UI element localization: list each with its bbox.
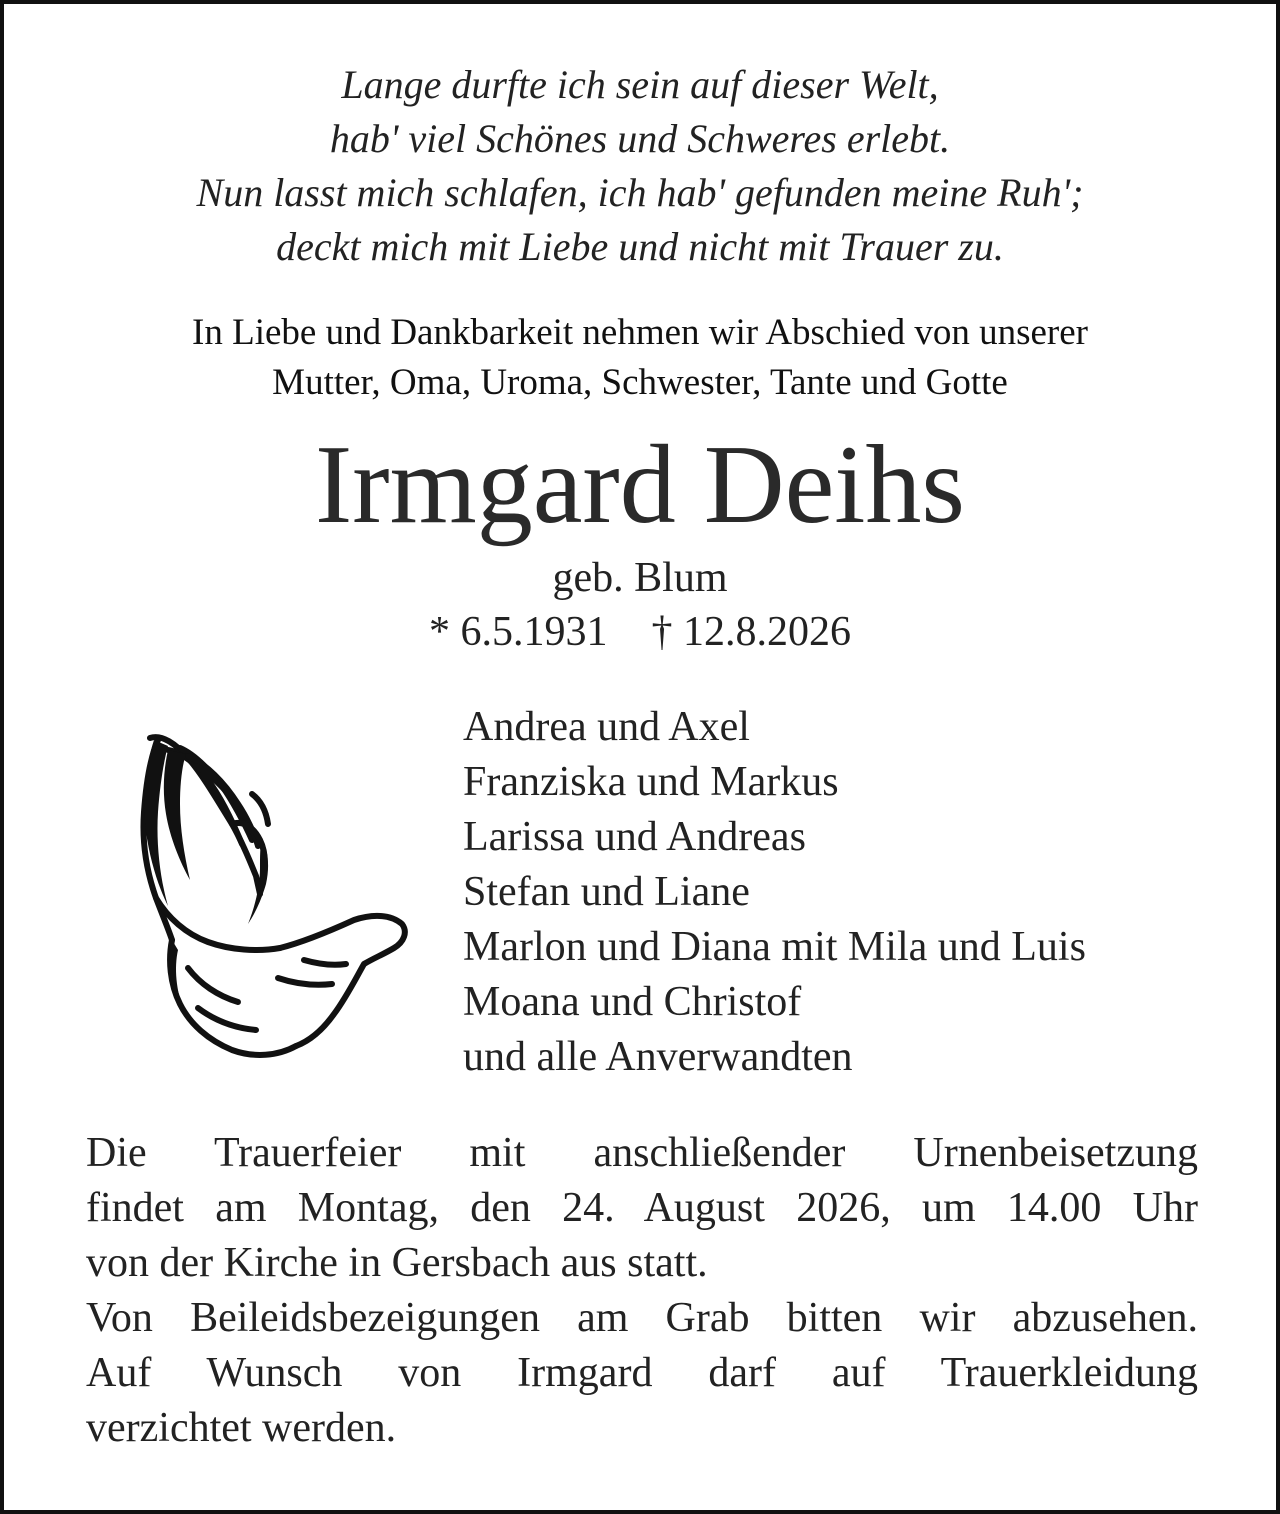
notice-line: Von Beileidsbezeigungen am Grab bitten wir abzusehen. — [86, 1295, 1198, 1341]
death-date: † 12.8.2026 — [651, 609, 851, 655]
mourner-line: Moana und Christof — [463, 979, 802, 1025]
poem-line: Lange durfte ich sein auf dieser Welt, — [341, 62, 939, 107]
mourner-line: Stefan und Liane — [463, 869, 750, 915]
mourner-line: und alle Anverwandten — [463, 1034, 853, 1080]
mourner-line: Franziska und Markus — [463, 759, 839, 805]
funeral-notice — [86, 1126, 1198, 1456]
mourners-list — [463, 700, 1086, 1085]
birth-name: geb. Blum — [552, 555, 728, 601]
poem-line: hab' viel Schönes und Schweres erlebt. — [329, 116, 951, 161]
mourner-line: Andrea und Axel — [463, 704, 750, 750]
birth-date: * 6.5.1931 — [429, 609, 608, 655]
notice-line: verzichtet werden. — [86, 1405, 397, 1451]
mourner-line: Marlon und Diana mit Mila und Luis — [463, 924, 1086, 970]
poem — [0, 58, 1280, 274]
notice-line: Die Trauerfeier mit anschließender Urnenbeisetzung — [86, 1130, 1198, 1176]
notice-line: findet am Montag, den 24. August 2026, um 14.00 Uhr — [86, 1185, 1198, 1231]
notice-line: Auf Wunsch von Irmgard darf auf Trauerkleidung — [86, 1350, 1198, 1396]
notice-line: von der Kirche in Gersbach aus statt. — [86, 1240, 708, 1286]
praying-hands-icon — [128, 728, 410, 1060]
poem-line: deckt mich mit Liebe und nicht mit Trauer zu. — [276, 224, 1004, 269]
life-dates — [0, 606, 1280, 658]
deceased-name: Irmgard Deihs — [314, 423, 965, 547]
intro-line: Mutter, Oma, Uroma, Schwester, Tante und Gotte — [272, 362, 1008, 403]
mourner-line: Larissa und Andreas — [463, 814, 806, 860]
intro-line: In Liebe und Dankbarkeit nehmen wir Abschied von unserer — [192, 312, 1088, 353]
intro-text — [0, 308, 1280, 408]
poem-line: Nun lasst mich schlafen, ich hab' gefunden meine Ruh'; — [196, 170, 1084, 215]
